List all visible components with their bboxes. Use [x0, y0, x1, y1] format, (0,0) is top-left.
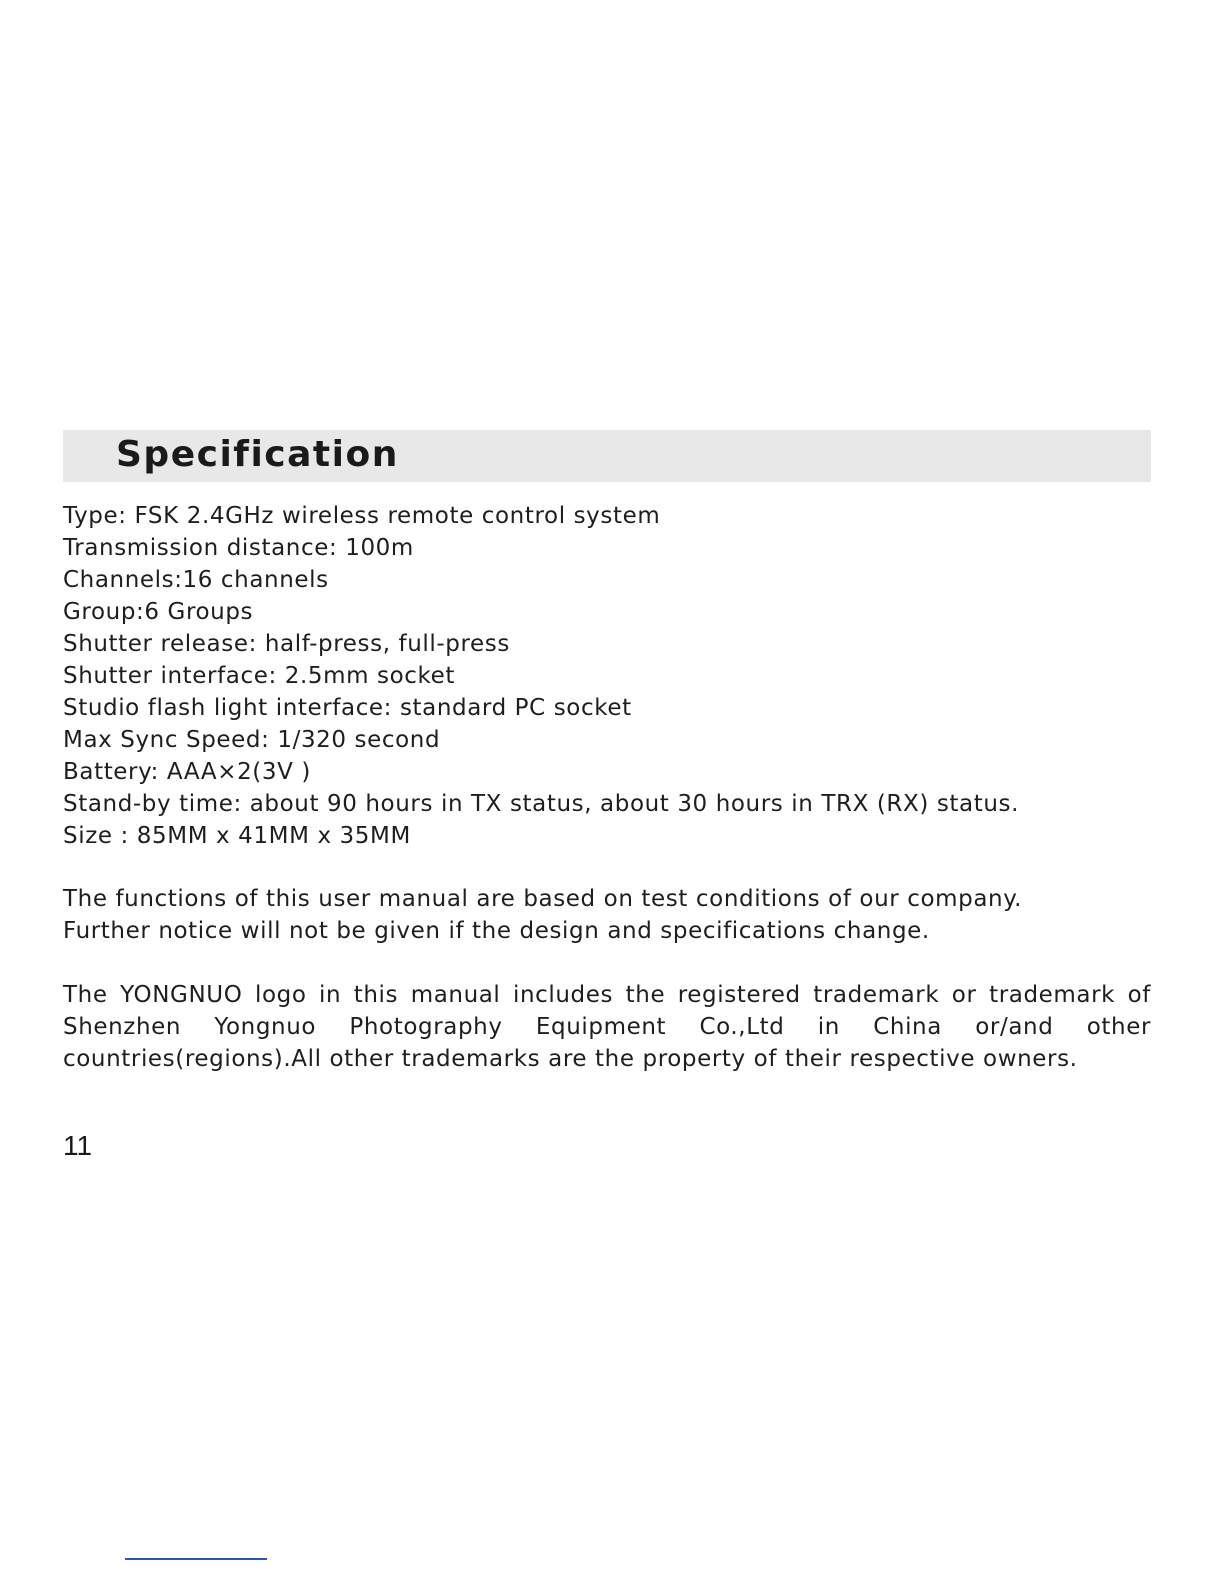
section-header-bar [63, 430, 1151, 482]
spec-item-standby-time: Stand-by time: about 90 hours in TX status, about 30 hours in TRX (RX) status. [63, 791, 1020, 817]
spec-item-max-sync-speed: Max Sync Speed: 1/320 second [63, 727, 441, 753]
spec-item-studio-flash-interface: Studio flash light interface: standard PC socket [63, 695, 632, 721]
bottom-divider [125, 1558, 267, 1560]
notice-line: Further notice will not be given if the design and specifications change. [63, 918, 930, 944]
spec-item-battery: Battery: AAA×2(3V ) [63, 759, 311, 785]
trademark-paragraph [63, 979, 1151, 1075]
spec-item-type: Type: FSK 2.4GHz wireless remote control system [63, 503, 661, 529]
trademark-line: The YONGNUO logo in this manual includes the registered trademark or trademark of [63, 982, 1151, 1008]
spec-item-channels: Channels:16 channels [63, 567, 329, 593]
trademark-line: countries(regions).All other trademarks are the property of their respective owners. [63, 1046, 1078, 1072]
spec-item-size: Size : 85MM x 41MM x 35MM [63, 823, 411, 849]
spec-list [63, 500, 1019, 852]
spec-item-group: Group:6 Groups [63, 599, 254, 625]
notice-line: The functions of this user manual are based on test conditions of our company. [63, 886, 1023, 912]
page-number: 11 [63, 1130, 93, 1161]
spec-item-transmission-distance: Transmission distance: 100m [63, 535, 414, 561]
trademark-line: Shenzhen Yongnuo Photography Equipment Co.,Ltd in China or/and other [63, 1014, 1151, 1040]
spec-item-shutter-release: Shutter release: half-press, full-press [63, 631, 510, 657]
notice-paragraph [63, 883, 1022, 947]
spec-item-shutter-interface: Shutter interface: 2.5mm socket [63, 663, 456, 689]
section-title: Specification [116, 434, 399, 475]
